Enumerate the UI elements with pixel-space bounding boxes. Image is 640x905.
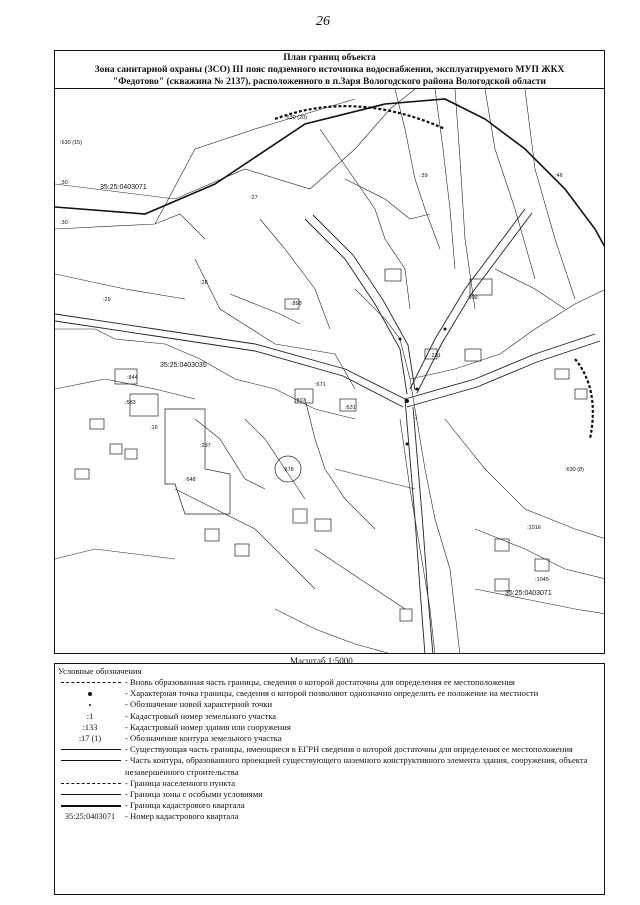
legend-symbol: [55, 778, 125, 789]
legend-symbol: [55, 677, 125, 688]
legend-text: - Характерная точка границы, сведения о которой позволяют однозначно определить ее положение на местности: [125, 688, 539, 699]
parcel-label: :893: [291, 301, 302, 307]
legend-symbol-text: 35:25:0403071: [64, 812, 116, 822]
parcel-label: :39: [420, 173, 428, 179]
legend-item: [55, 711, 603, 722]
legend-text: - Граница населенного пункта: [125, 777, 236, 788]
line-icon: [61, 760, 121, 761]
line-icon: [61, 783, 121, 784]
legend-symbol: [55, 755, 125, 766]
legend-text: - Номер кадастрового квартала: [125, 811, 239, 822]
parcel-outlines: [55, 89, 605, 654]
line-icon: [61, 682, 121, 683]
parcel-label: :30: [60, 220, 68, 226]
parcel-label: :1: [413, 415, 418, 421]
quarter-boundary: [55, 99, 605, 249]
parcel-label: :231: [430, 353, 441, 359]
title-line-1: План границ объекта: [283, 53, 376, 63]
parcel-label: :583: [125, 400, 136, 406]
quarter-label: 35:25:0403035: [160, 362, 207, 369]
parcel-label: :237: [200, 443, 211, 449]
legend-item: [55, 778, 603, 789]
line-icon: [61, 794, 121, 795]
parcel-label: :630 (20): [285, 115, 308, 121]
roads: [55, 209, 600, 654]
quarter-labels: [100, 184, 552, 597]
legend: [54, 663, 605, 895]
buildings: [75, 269, 587, 621]
legend-symbol: [55, 744, 125, 755]
legend-item: [55, 688, 603, 699]
legend-text: - Существующая часть границы, имеющиеся в ЕГРН сведения о которой достаточны для определения ее местоположения: [125, 744, 573, 755]
parcel-label: :631: [345, 405, 356, 411]
legend-symbol: [55, 699, 125, 710]
scale-label: Масштаб 1:5000: [290, 656, 353, 666]
legend-text: - Обозначение контура земельного участка: [125, 733, 282, 743]
parcel-label: :16: [150, 425, 158, 431]
legend-item: [55, 755, 603, 766]
legend-text: - Вновь образованная часть границы, сведения о которой достаточны для определения ее местоположения: [125, 677, 515, 687]
legend-title: Условные обозначения: [58, 666, 142, 676]
zone-boundary: [275, 106, 593, 439]
point-icon: [89, 704, 91, 706]
parcel-label: :630 (8): [565, 467, 584, 473]
quarter-label: 35:25:0403071: [505, 590, 552, 597]
parcel-label: :671: [315, 382, 326, 388]
legend-symbol: [55, 767, 125, 778]
point-icon: [88, 692, 92, 696]
legend-text: незавершенного строительства: [125, 766, 239, 777]
parcel-label: :29: [103, 297, 111, 303]
legend-item: [55, 789, 603, 800]
legend-item: [55, 722, 603, 733]
parcel-label: :678: [283, 467, 294, 473]
legend-symbol: [55, 789, 125, 800]
legend-symbol: [55, 688, 125, 699]
cadastral-map[interactable]: [54, 88, 605, 654]
legend-item: [55, 677, 603, 688]
legend-text: - Граница зоны с особыми условиями: [125, 789, 263, 799]
parcel-label: :844: [127, 375, 138, 381]
title-line-3: "Федотово" (скважина № 2137), расположенного в п.Заря Вологодского района Вологодской области: [112, 77, 547, 87]
legend-symbol-text: :17 (1): [78, 734, 102, 743]
quarter-label: 35:25:0403071: [100, 184, 147, 191]
legend-symbol-text: :133: [82, 722, 98, 732]
parcel-label: :909: [467, 295, 478, 301]
legend-symbol: [55, 722, 125, 733]
map-svg: [55, 89, 605, 654]
legend-symbol: [55, 711, 125, 722]
legend-symbol-text: :1: [86, 711, 94, 721]
legend-symbol: [55, 733, 125, 744]
title-line-2: Зона санитарной охраны (ЗСО) III пояс подземного источника водоснабжения, эксплуатируемого МУП ЖКХ: [94, 65, 565, 75]
legend-text: - Граница кадастрового квартала: [125, 800, 245, 811]
parcel-label: :807: [295, 398, 306, 404]
parcel-label: :27: [250, 195, 258, 201]
legend-text: - Кадастровый номер здания или сооружения: [125, 721, 291, 732]
parcel-label: :1016: [527, 525, 541, 531]
legend-text: - Обозначение новой характерной точки: [125, 699, 273, 710]
legend-symbol: [55, 800, 125, 811]
legend-text: - Часть контура, образованного проекцией существующего наземного конструктивного элемента здания, сооружения, объекта: [125, 755, 588, 766]
legend-symbol: [55, 811, 125, 822]
parcel-label: :28: [200, 280, 208, 286]
parcel-label: :630 (15): [60, 140, 83, 146]
legend-item: [55, 699, 603, 710]
parcel-label: :1045: [535, 577, 549, 583]
parcel-label: :30: [60, 180, 68, 186]
legend-item: [55, 733, 603, 744]
legend-item: [55, 767, 603, 778]
legend-item: [55, 800, 603, 811]
legend-text: - Кадастровый номер земельного участка: [125, 710, 277, 721]
parcel-label: :46: [555, 173, 563, 179]
legend-item: [55, 744, 603, 755]
legend-item: [55, 811, 603, 822]
line-icon: [61, 749, 121, 750]
parcel-label: :648: [185, 477, 196, 483]
page-number: 26: [316, 14, 330, 29]
line-icon: [61, 805, 121, 807]
title-block: [54, 50, 605, 88]
